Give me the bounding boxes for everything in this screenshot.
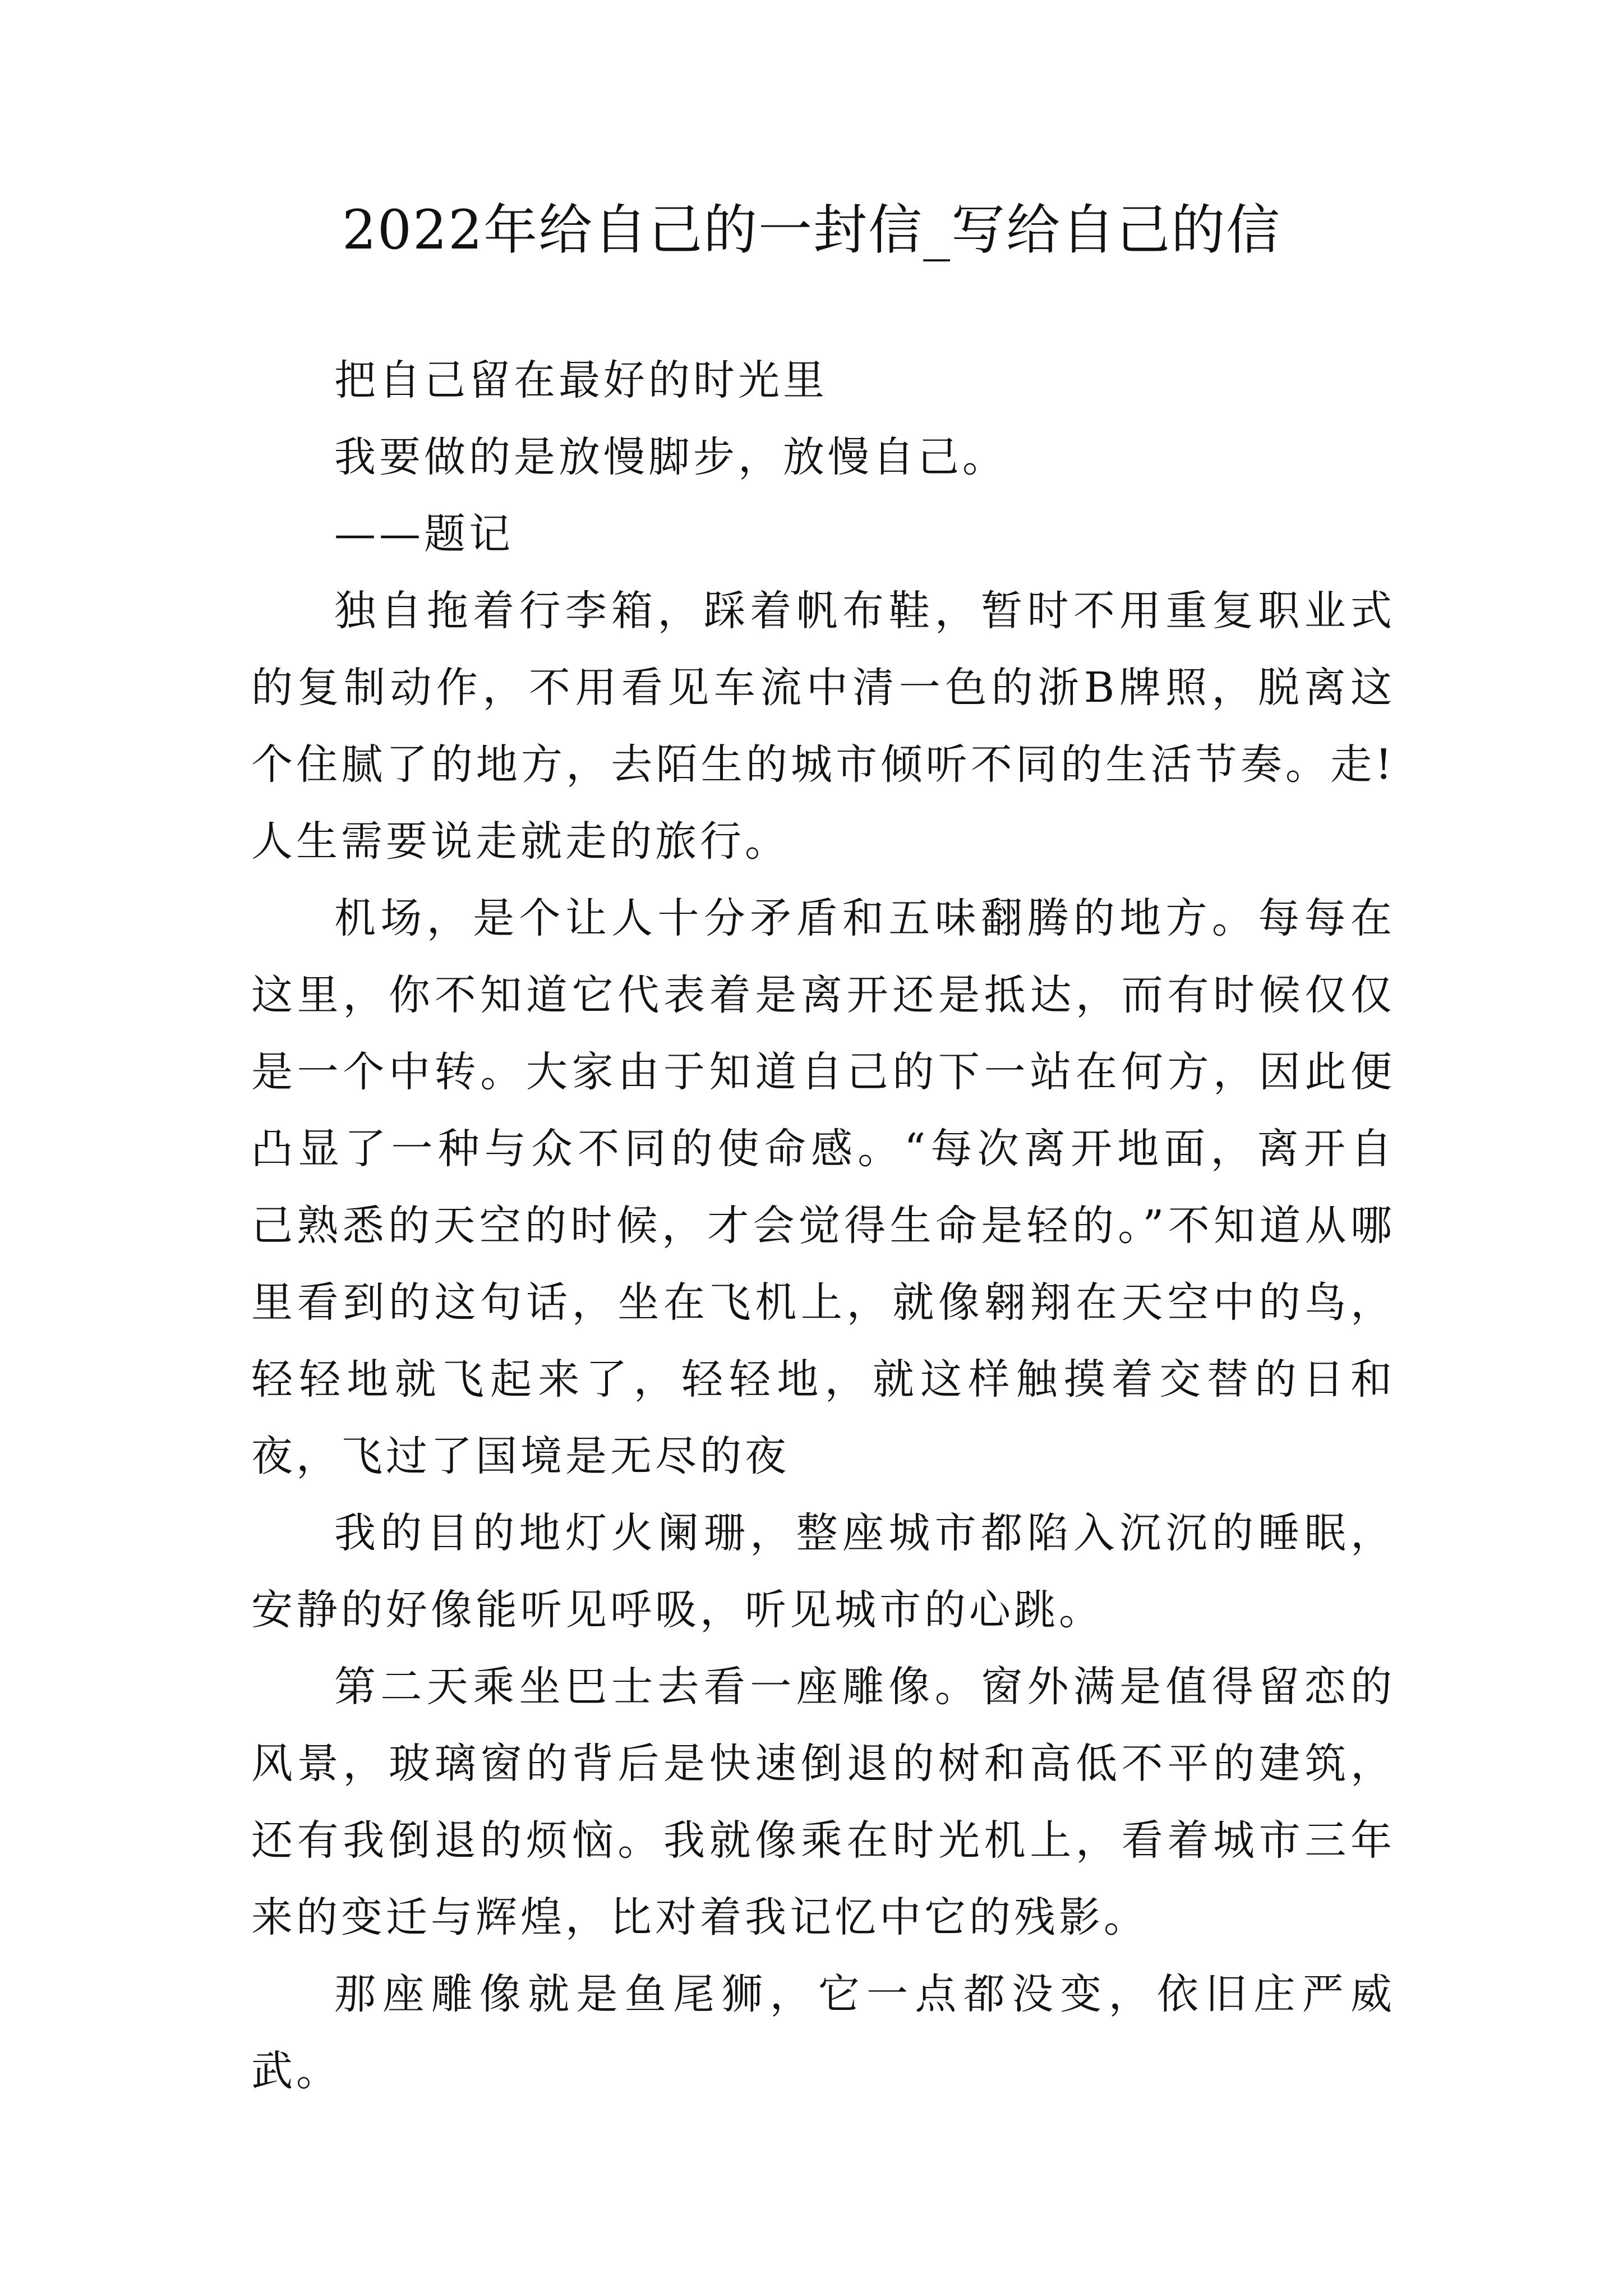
paragraph: 独自拖着行李箱，踩着帆布鞋，暂时不用重复职业式的复制动作，不用看见车流中清一色的浙B牌照，脱离这个住腻了的地方，去陌生的城市倾听不同的生活节奏。走!人生需要说走就走的旅行。 bbox=[251, 587, 1395, 866]
paragraph: 机场，是个让人十分矛盾和五味翻腾的地方。每每在这里，你不知道它代表着是离开还是抵达，而有时候仅仅是一个中转。大家由于知道自己的下一站在何方，因此便凸显了一种与众不同的使命感。“每次离开地面，离开自己熟悉的天空的时候，才会觉得生命是轻的。”不知道从哪里看到的这句话，坐在飞机上，就像翱翔在天空中的鸟，轻轻地就飞起来了，轻轻地，就这样触摸着交替的日和夜，飞过了国境是无尽的夜 bbox=[251, 894, 1395, 1480]
paragraph: 那座雕像就是鱼尾狮，它一点都没变，依旧庄严威武。 bbox=[251, 1970, 1395, 2095]
paragraph: 第二天乘坐巴士去看一座雕像。窗外满是值得留恋的风景，玻璃窗的背后是快速倒退的树和高低不平的建筑，还有我倒退的烦恼。我就像乘在时光机上，看着城市三年来的变迁与辉煌，比对着我记忆中它的残影。 bbox=[251, 1663, 1395, 1941]
document-title: 2022年给自己的一封信_写给自己的信 bbox=[342, 199, 1281, 261]
document-body bbox=[251, 342, 1395, 2110]
paragraph-epigraph-2: 我要做的是放慢脚步，放慢自己。 bbox=[334, 433, 1007, 481]
paragraph: 我的目的地灯火阑珊，整座城市都陷入沉沉的睡眠，安静的好像能听见呼吸，听见城市的心跳。 bbox=[251, 1509, 1395, 1634]
paragraph-epigraph-1: 把自己留在最好的时光里 bbox=[334, 356, 828, 404]
paragraph-epigraph-attribution: ——题记 bbox=[334, 510, 514, 558]
